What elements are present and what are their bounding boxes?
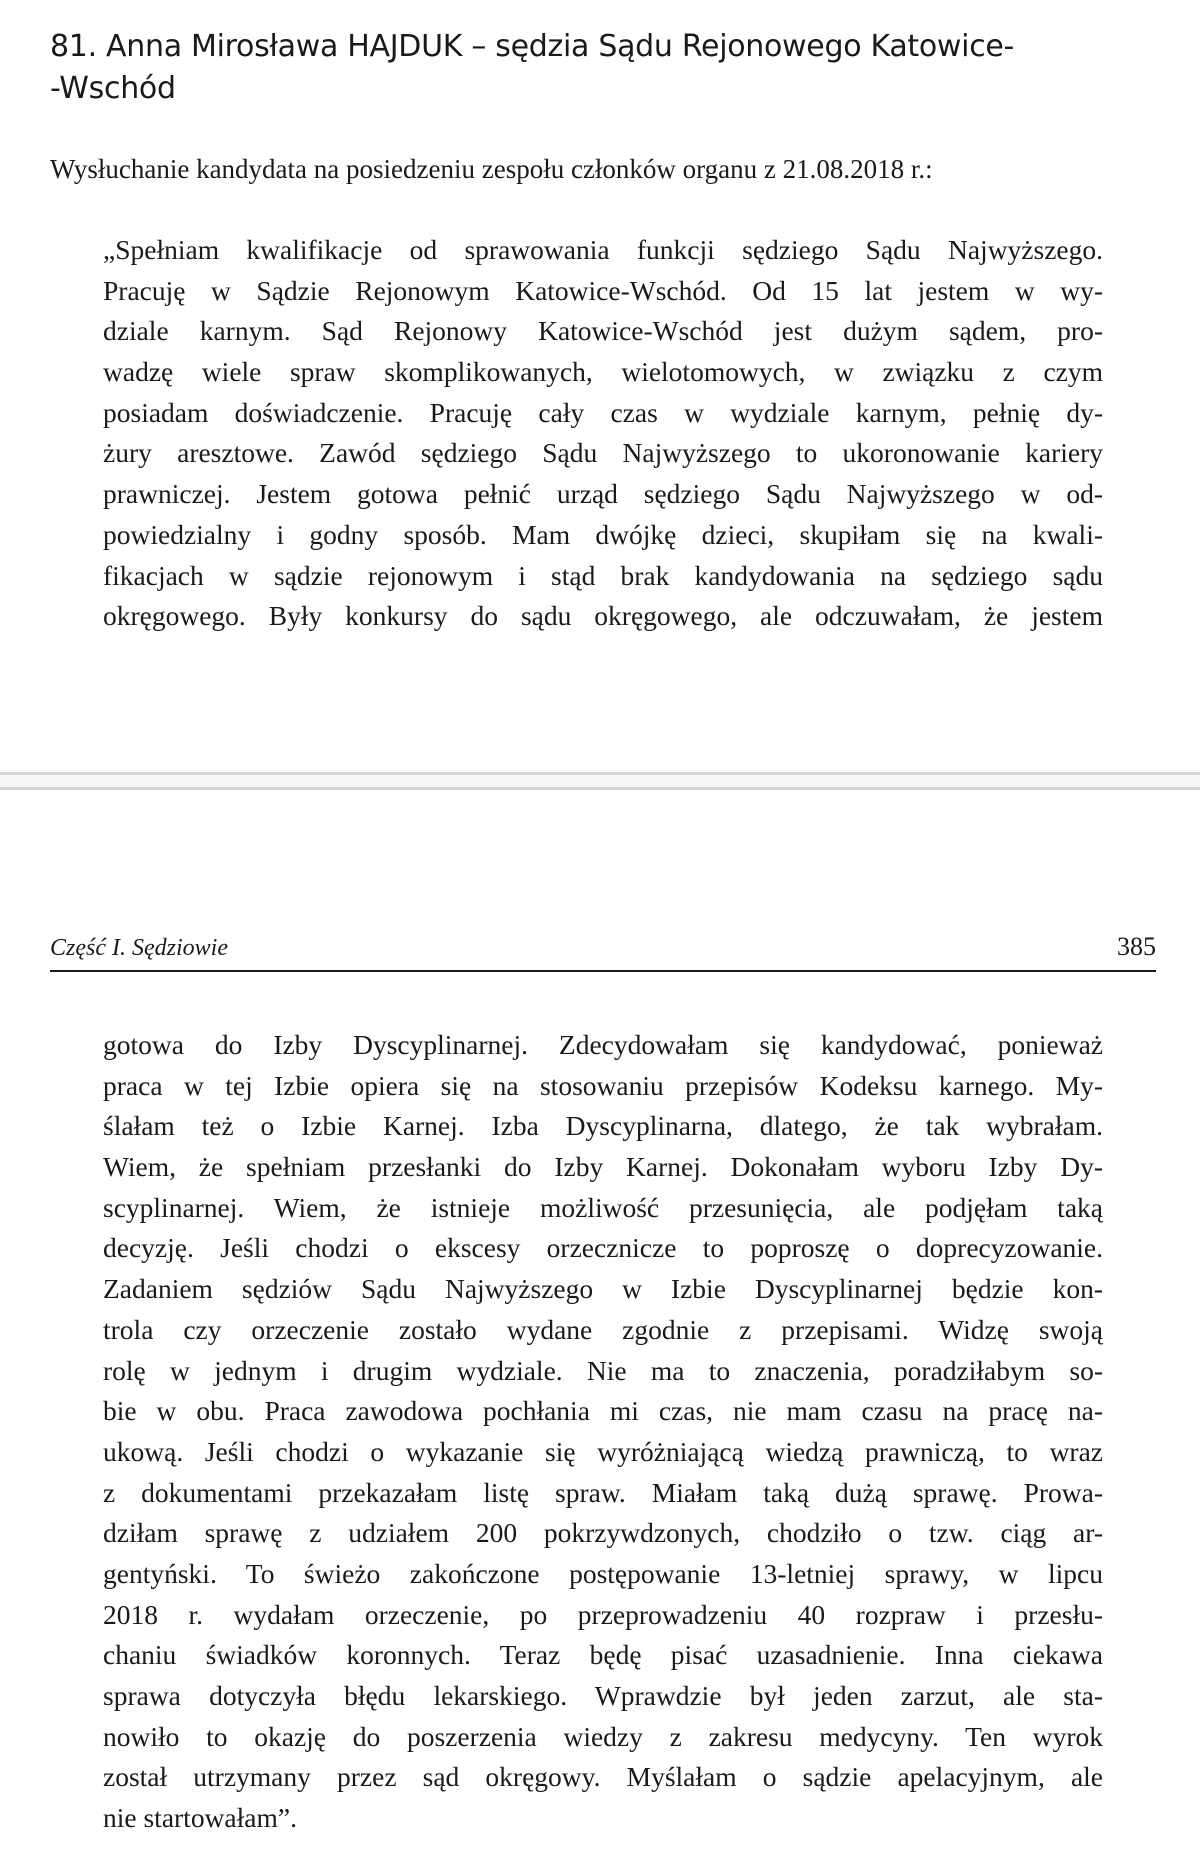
quote-line: praca w tej Izbie opiera się na stosowaniu przepisów Kodeksu karnego. My- — [103, 1069, 1103, 1101]
quote-line: trola czy orzeczenie zostało wydane zgodnie z przepisami. Widzę swoją — [103, 1313, 1103, 1345]
running-header-title: Część I. Sędziowie — [50, 935, 228, 961]
hearing-intro: Wysłuchanie kandydata na posiedzeniu zespołu członków organu z 21.08.2018 r.: — [50, 154, 933, 184]
quote-line: dziale karnym. Sąd Rejonowy Katowice-Wschód jest dużym sądem, pro- — [103, 315, 1103, 347]
page-number: 385 — [1117, 932, 1156, 961]
quote-line: Wiem, że spełniam przesłanki do Izby Karnej. Dokonałam wyboru Izby Dy- — [103, 1151, 1103, 1183]
quote-line: posiadam doświadczenie. Pracuję cały czas w wydziale karnym, pełnię dy- — [103, 396, 1103, 428]
quote-line: sprawa dotyczyła błędu lekarskiego. Wprawdzie był jeden zarzut, ale sta- — [103, 1680, 1103, 1711]
quote-line: fikacjach w sądzie rejonowym i stąd brak kandydowania na sędziego sądu — [103, 559, 1103, 591]
quote-line: prawniczej. Jestem gotowa pełnić urząd sędziego Sądu Najwyższego w od- — [103, 478, 1103, 510]
quote-block-top — [103, 230, 1103, 637]
quote-line: ukową. Jeśli chodzi o wykazanie się wyróżniającą wiedzą prawniczą, to wraz — [103, 1435, 1103, 1467]
quote-line: żury aresztowe. Zawód sędziego Sądu Najwyższego to ukoronowanie kariery — [103, 437, 1103, 469]
chapter-title-line: -Wschód — [50, 71, 176, 106]
chapter-title-line: 81. Anna Mirosława HAJDUK – sędzia Sądu Rejonowego Katowice- — [50, 29, 1015, 64]
quote-line: został utrzymany przez sąd okręgowy. Myślałam o sądzie apelacyjnym, ale — [103, 1761, 1103, 1793]
chapter-title — [50, 26, 1160, 110]
quote-line: 2018 r. wydałam orzeczenie, po przeprowadzeniu 40 rozpraw i przesłu- — [103, 1598, 1103, 1630]
quote-line: nie startowałam”. — [103, 1802, 297, 1834]
quote-line: bie w obu. Praca zawodowa pochłania mi czas, nie mam czasu na pracę na- — [103, 1395, 1103, 1427]
page-separator — [0, 772, 1200, 790]
quote-line: gotowa do Izby Dyscyplinarnej. Zdecydowałam się kandydować, ponieważ — [103, 1029, 1103, 1060]
page-top — [0, 0, 1200, 772]
quote-line: Zadaniem sędziów Sądu Najwyższego w Izbie Dyscyplinarnej będzie kon- — [103, 1273, 1103, 1305]
quote-line: nowiło to okazję do poszerzenia wiedzy z zakresu medycyny. Ten wyrok — [103, 1720, 1103, 1752]
quote-line: wadzę wiele spraw skomplikowanych, wielotomowych, w związku z czym — [103, 356, 1103, 388]
running-header — [50, 926, 1156, 972]
quote-line: chaniu świadków koronnych. Teraz będę pisać uzasadnienie. Inna ciekawa — [103, 1639, 1103, 1671]
quote-line: rolę w jednym i drugim wydziale. Nie ma to znaczenia, poradziłabym so- — [103, 1354, 1103, 1386]
quote-line: decyzję. Jeśli chodzi o ekscesy orzecznicze to poproszę o doprecyzowanie. — [103, 1232, 1103, 1264]
quote-line: ślałam też o Izbie Karnej. Izba Dyscyplinarna, dlatego, że tak wybrałam. — [103, 1110, 1103, 1142]
quote-block-bottom — [103, 1025, 1103, 1839]
quote-line: gentyński. To świeżo zakończone postępowanie 13-letniej sprawy, w lipcu — [103, 1557, 1103, 1589]
quote-line: scyplinarnej. Wiem, że istnieje możliwość przesunięcia, ale podjęłam taką — [103, 1191, 1103, 1223]
quote-line: Pracuję w Sądzie Rejonowym Katowice-Wschód. Od 15 lat jestem w wy- — [103, 274, 1103, 306]
quote-line: dziłam sprawę z udziałem 200 pokrzywdzonych, chodziło o tzw. ciąg ar- — [103, 1517, 1103, 1549]
quote-line: powiedzialny i godny sposób. Mam dwójkę dzieci, skupiłam się na kwali- — [103, 518, 1103, 550]
quote-line: „Spełniam kwalifikacje od sprawowania funkcji sędziego Sądu Najwyższego. — [103, 234, 1103, 265]
quote-line: okręgowego. Były konkursy do sądu okręgowego, ale odczuwałam, że jestem — [103, 600, 1103, 632]
quote-line: z dokumentami przekazałam listę spraw. Miałam taką dużą sprawę. Prowa- — [103, 1476, 1103, 1508]
